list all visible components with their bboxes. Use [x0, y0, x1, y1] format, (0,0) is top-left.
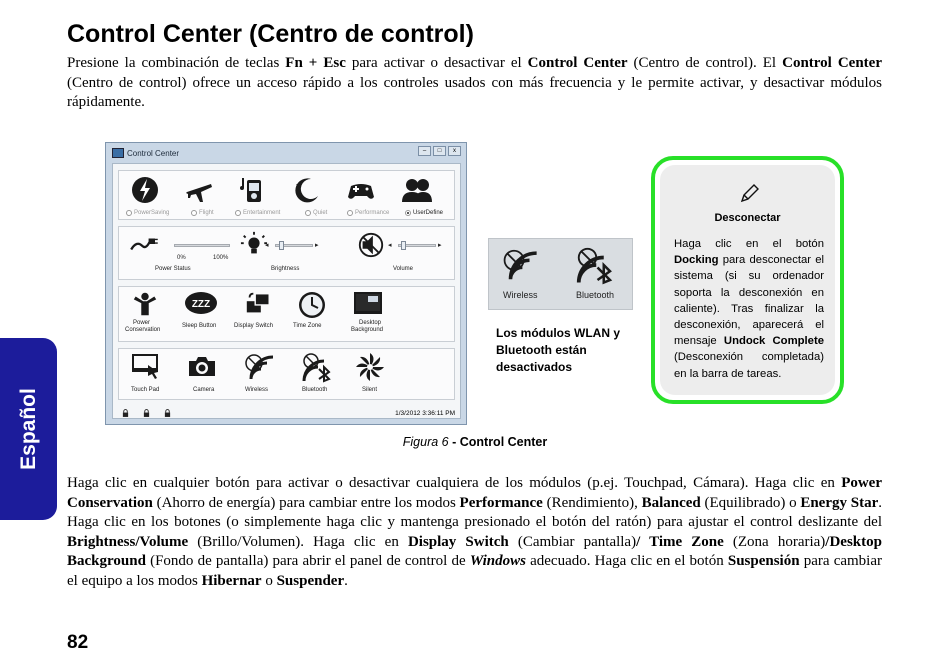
- power-status-bar: [174, 244, 230, 247]
- module-label-silent: Silent: [362, 387, 378, 393]
- brightness-decrease-arrow[interactable]: ◂: [265, 242, 269, 249]
- body-term-suspend: Suspender: [276, 572, 345, 589]
- quiet-radio[interactable]: [305, 210, 311, 216]
- power-conservation-icon[interactable]: [131, 290, 159, 318]
- body-text-13: .: [344, 572, 348, 589]
- sleep-button-icon[interactable]: [184, 290, 218, 316]
- body-term-power-conservation: Power Conservation: [67, 475, 882, 511]
- volume-slider-handle[interactable]: [401, 241, 406, 250]
- body-text-7: (Cambiar pantalla): [508, 533, 637, 550]
- performance-radio[interactable]: [347, 210, 353, 216]
- page-number: 82: [67, 632, 89, 653]
- wireless-disabled-icon: [501, 245, 539, 285]
- wlan-caption: Los módulos WLAN y Bluetooth están desactivados: [496, 326, 620, 374]
- body-term-hibernate: Hibernar: [201, 572, 262, 589]
- tool-label-power-conservation-line1: Power: [133, 320, 151, 326]
- intro-text-2: para activar o desactivar el: [345, 55, 528, 71]
- volume-decrease-arrow[interactable]: ◂: [388, 242, 392, 249]
- power-plug-icon: [129, 233, 159, 255]
- intro-text-1: Presione la combinación de teclas: [67, 55, 286, 71]
- body-term-time-zone: / Time Zone: [636, 533, 724, 550]
- body-text-2: (Ahorro de energía) para cambiar entre los modos: [152, 494, 460, 511]
- user-define-icon[interactable]: [401, 174, 433, 206]
- tool-label-desktop-background-line2: Background: [351, 327, 384, 333]
- module-label-camera: Camera: [193, 387, 215, 393]
- body-term-energy-star: Energy Star: [800, 494, 879, 511]
- body-term-performance: Performance: [459, 494, 543, 511]
- figure-caption: [0, 435, 950, 449]
- page-heading: Control Center (Centro de control): [67, 20, 474, 48]
- tool-label-display-switch: Display Switch: [234, 323, 274, 329]
- note-text-2: para desconectar el sistema (si su ordenador soporta la desconexión en caliente). Tras finalizar la desconexión, aparecerá el mensaje: [674, 254, 824, 348]
- mode-label-userdefine: UserDefine: [413, 210, 444, 216]
- body-paragraph: [67, 474, 882, 591]
- tools-group: [118, 286, 455, 342]
- volume-label: Volume: [393, 266, 414, 272]
- body-text-5: . Haga clic en los botones (o simplemente haga clic y mantenga presionado el botón del ratón) para ajustar el control deslizante del: [67, 494, 882, 530]
- body-text-12: o: [261, 572, 277, 589]
- brightness-label: Brightness: [271, 266, 300, 272]
- mode-label-flight: Flight: [199, 210, 214, 216]
- pencil-icon: [739, 182, 761, 204]
- body-term-suspension: Suspensión: [727, 553, 800, 569]
- time-zone-icon[interactable]: [297, 290, 327, 320]
- intro-text-4: (Centro de control) ofrece un acceso rápido a los controles usados con más frecuencia y le permite activar, y desactivar módulos rápidamente.: [67, 74, 882, 110]
- body-text-10: adecuado. Haga clic en el botón: [525, 553, 728, 569]
- touch-pad-icon[interactable]: [130, 352, 160, 380]
- power-status-label: Power Status: [155, 266, 191, 272]
- wlan-disabled-image: [488, 238, 633, 310]
- undock-note-box: [651, 156, 844, 404]
- power-saving-radio[interactable]: [126, 210, 132, 216]
- module-label-wireless: Wireless: [245, 387, 269, 393]
- caps-lock-icon: [122, 409, 129, 417]
- quiet-icon[interactable]: [291, 174, 323, 206]
- bluetooth-disabled-icon: [575, 245, 615, 285]
- figure-title: Control Center: [459, 435, 548, 449]
- control-center-panel: [112, 163, 461, 419]
- entertainment-icon[interactable]: [237, 174, 269, 206]
- window-controls: [418, 146, 461, 156]
- tool-label-time-zone: Time Zone: [293, 323, 322, 329]
- display-switch-icon[interactable]: [244, 290, 272, 318]
- flight-icon[interactable]: [183, 174, 215, 206]
- sleep-icon-text: ZZZ: [191, 299, 211, 310]
- body-text-6: (Brillo/Volumen). Haga clic en: [188, 533, 408, 550]
- brightness-slider-handle[interactable]: [279, 241, 284, 250]
- user-define-radio[interactable]: [405, 210, 411, 216]
- modules-group: [118, 348, 455, 400]
- maximize-button[interactable]: □: [433, 146, 446, 156]
- mode-label-powersaving: PowerSaving: [134, 210, 170, 216]
- close-button[interactable]: x: [448, 146, 461, 156]
- wlan-wireless-label: Wireless: [503, 290, 538, 300]
- brightness-increase-arrow[interactable]: ▸: [315, 242, 319, 249]
- body-text-1: Haga clic en cualquier botón para activar o desactivar cualquiera de los módulos (p.ej. Touchpad, Cámara). Haga clic en: [67, 475, 842, 491]
- body-text-3: (Rendimiento),: [542, 494, 642, 511]
- intro-key-combo: Fn + Esc: [285, 55, 346, 71]
- window-title: Control Center: [127, 148, 180, 158]
- status-time: 1/3/2012 3:36:11 PM: [395, 410, 455, 417]
- tool-label-sleep-button: Sleep Button: [182, 323, 217, 329]
- figure-label: Figura 6: [402, 435, 449, 449]
- module-label-bluetooth: Bluetooth: [302, 387, 328, 393]
- intro-text-3: (Centro de control). El: [627, 55, 783, 71]
- performance-icon[interactable]: [345, 174, 377, 206]
- intro-term-1: Control Center: [527, 55, 628, 71]
- note-term-docking: Docking: [674, 254, 719, 267]
- num-lock-icon: [143, 409, 150, 417]
- silent-icon[interactable]: [355, 352, 385, 382]
- power-max-label: 100%: [213, 255, 229, 261]
- note-text: [674, 236, 824, 382]
- note-title: Desconectar: [714, 212, 781, 224]
- window-app-icon: [112, 148, 124, 158]
- volume-increase-arrow[interactable]: ▸: [438, 242, 442, 249]
- power-min-label: 0%: [177, 255, 186, 261]
- note-term-undock: Undock Complete: [723, 335, 824, 348]
- tool-label-power-conservation-line2: Conservation: [125, 327, 161, 333]
- flight-radio[interactable]: [191, 210, 197, 216]
- body-term-windows: Windows: [469, 553, 526, 569]
- wlan-bluetooth-label: Bluetooth: [576, 290, 615, 300]
- power-modes-group: [118, 170, 455, 220]
- note-text-1: Haga clic en el botón: [674, 238, 824, 250]
- body-text-9: (Fondo de pantalla) para abrir el panel de control de: [145, 553, 470, 569]
- note-text-3: (Desconexión completada) en la barra de tareas.: [674, 351, 824, 380]
- entertainment-radio[interactable]: [235, 210, 241, 216]
- body-term-brightness-volume: Brightness/Volume: [67, 533, 189, 550]
- minimize-button[interactable]: –: [418, 146, 431, 156]
- bluetooth-icon[interactable]: [301, 351, 333, 383]
- tool-label-desktop-background-line1: Desktop: [359, 320, 382, 326]
- language-label: Español: [16, 388, 40, 470]
- body-term-display-switch: Display Switch: [407, 533, 509, 550]
- body-term-desktop-background: /Desktop Background: [67, 533, 882, 569]
- wireless-icon[interactable]: [243, 351, 275, 383]
- language-side-tab: [0, 338, 57, 520]
- window-titlebar: [112, 146, 179, 160]
- volume-muted-icon[interactable]: [357, 231, 385, 259]
- mode-label-entertainment: Entertainment: [243, 210, 281, 216]
- mode-label-quiet: Quiet: [313, 210, 328, 216]
- mode-label-performance: Performance: [355, 210, 390, 216]
- desktop-background-icon[interactable]: [353, 290, 383, 316]
- body-text-4: (Equilibrado) o: [700, 494, 801, 511]
- camera-icon[interactable]: [187, 354, 217, 378]
- control-center-screenshot: [105, 142, 467, 425]
- status-bar: [112, 408, 461, 421]
- intro-paragraph: [67, 54, 882, 113]
- intro-term-2: Control Center: [782, 55, 882, 71]
- sliders-group: [118, 226, 455, 280]
- note-inner: [660, 165, 835, 395]
- scroll-lock-icon: [164, 409, 171, 417]
- figure-separator: -: [448, 435, 460, 449]
- module-label-touch-pad: Touch Pad: [131, 387, 160, 393]
- power-saving-icon[interactable]: [129, 174, 161, 206]
- body-text-8: (Zona horaria): [723, 533, 826, 550]
- body-text-11: para cambiar el equipo a los modos: [67, 553, 882, 589]
- body-term-balanced: Balanced: [641, 494, 701, 511]
